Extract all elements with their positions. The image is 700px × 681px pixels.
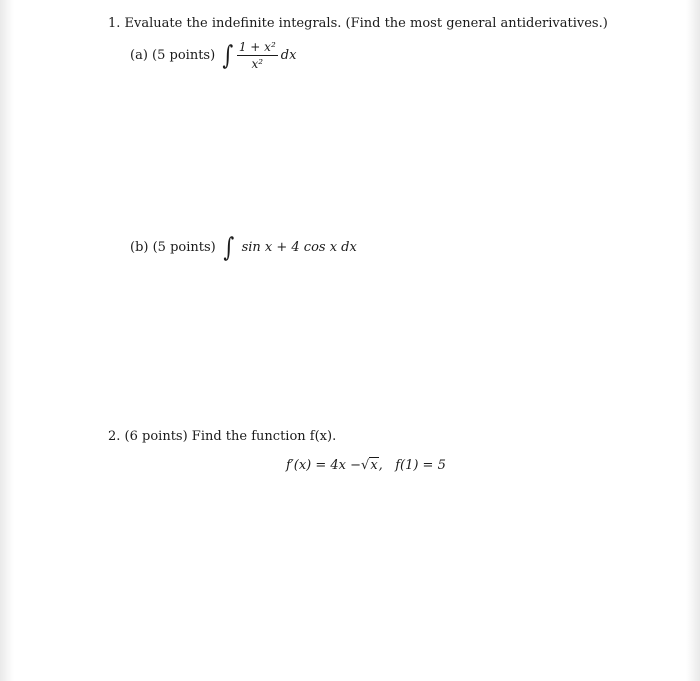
integrand: sin x + 4 cos x dx [241,240,357,255]
differential: dx [280,48,297,63]
sqrt-argument: x [370,458,378,473]
equation-rest: , f(1) = 5 [378,458,446,473]
fraction-denominator: x² [251,57,264,71]
square-root [361,458,379,474]
problem-2-equation [286,458,446,474]
problem-1-heading [108,16,608,32]
problem-1a [130,40,296,72]
part-a-points: (5 points) [152,48,216,63]
right-page-edge [686,0,700,681]
integral-sign: ∫ [222,40,234,71]
integral-sign: ∫ [223,232,235,263]
part-b-label: (b) [130,240,149,255]
problem-1-number: 1. [108,16,121,31]
problem-1-prompt: Evaluate the indefinite integrals. (Find the most general antiderivatives.) [124,16,608,31]
problem-2-number: 2. [108,429,121,444]
sqrt-symbol: √ [361,458,370,473]
part-a-label: (a) [130,48,148,63]
document-page [14,0,686,681]
equation-lhs: f′(x) = 4x − [286,458,362,473]
problem-1b [130,232,357,264]
left-page-edge [0,0,14,681]
fraction-numerator: 1 + x² [238,40,276,54]
problem-2-prompt: (6 points) Find the function f(x). [124,429,337,444]
fraction [237,40,278,71]
part-b-points: (5 points) [152,240,216,255]
problem-2-heading [108,429,336,445]
